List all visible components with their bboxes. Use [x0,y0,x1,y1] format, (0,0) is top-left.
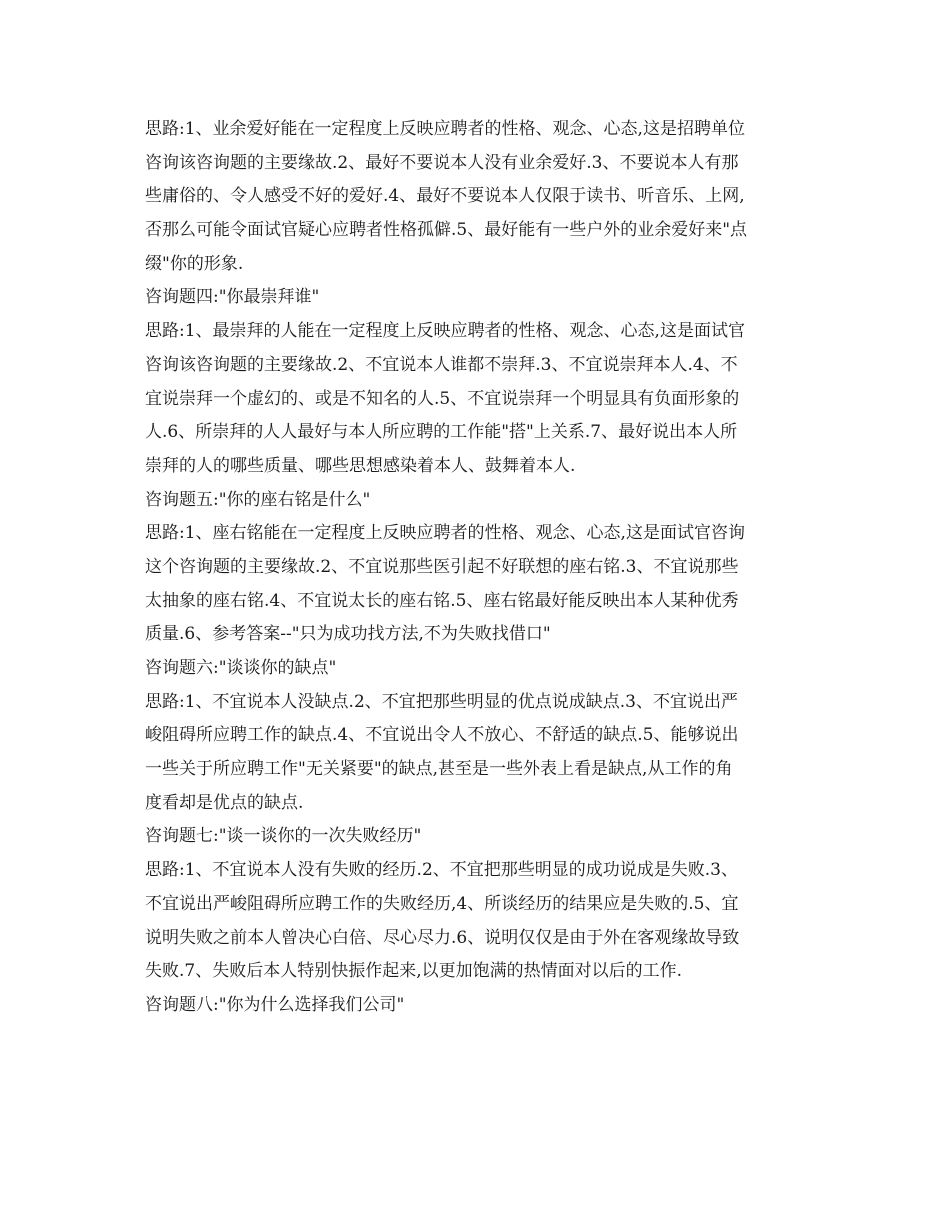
text-line: 咨询题八:"你为什么选择我们公司" [145,994,405,1015]
text-line: 些庸俗的、令人感受不好的爱好.4、最好不要说本人仅限于读书、听音乐、上网, [145,186,745,207]
thought-paragraph [145,517,810,652]
question-heading [145,989,810,1023]
text-line: 思路:1、不宜说本人没缺点.2、不宜把那些明显的优点说成缺点.3、不宜说出严 [145,691,738,712]
text-line: 缀"你的形象. [145,253,244,274]
text-line: 太抽象的座右铭.4、不宜说太长的座右铭.5、座右铭最好能反映出本人某种优秀 [145,590,739,611]
question-heading [145,652,810,686]
thought-paragraph [145,686,810,821]
text-line: 咨询该咨询题的主要缘故.2、不宜说本人谁都不崇拜.3、不宜说崇拜本人.4、不 [145,354,738,375]
text-line: 质量.6、参考答案--"只为成功找方法,不为失败找借口" [145,624,551,645]
thought-paragraph [145,854,810,989]
text-line: 宜说崇拜一个虚幻的、或是不知名的人.5、不宜说崇拜一个明显具有负面形象的 [145,388,740,409]
question-heading [145,484,810,518]
text-line: 咨询题五:"你的座右铭是什么" [145,489,371,510]
text-line: 一些关于所应聘工作"无关紧要"的缺点,甚至是一些外表上看是缺点,从工作的角 [145,759,733,780]
text-line: 崇拜的人的哪些质量、哪些思想感染着本人、鼓舞着本人. [145,455,576,476]
text-line: 咨询题六:"谈谈你的缺点" [145,658,337,678]
text-line: 咨询题七:"谈一谈你的一次失败经历" [145,826,422,847]
text-line: 思路:1、最崇拜的人能在一定程度上反映应聘者的性格、观念、心态,这是面试官 [145,321,745,342]
text-line: 这个咨询题的主要缘故.2、不宜说那些医引起不好联想的座右铭.3、不宜说那些 [145,556,739,577]
thought-paragraph [145,113,810,281]
text-line: 咨询该咨询题的主要缘故.2、最好不要说本人没有业余爱好.3、不要说本人有那 [145,152,739,173]
text-line: 思路:1、业余爱好能在一定程度上反映应聘者的性格、观念、心态,这是招聘单位 [145,119,745,139]
text-line: 峻阻碍所应聘工作的缺点.4、不宜说出令人不放心、不舒适的缺点.5、能够说出 [145,725,739,746]
text-line: 否那么可能令面试官疑心应聘者性格孤僻.5、最好能有一些户外的业余爱好来"点 [145,220,748,241]
text-line: 失败.7、失败后本人特别快振作起来,以更加饱满的热情面对以后的工作. [145,961,683,982]
question-heading [145,820,810,854]
text-line: 人.6、所崇拜的人人最好与本人所应聘的工作能"搭"上关系.7、最好说出本人所 [145,422,738,443]
document-body [145,113,810,1023]
text-line: 不宜说出严峻阻碍所应聘工作的失败经历,4、所谈经历的结果应是失败的.5、宜 [145,893,739,914]
text-line: 咨询题四:"你最崇拜谁" [145,287,320,308]
text-line: 说明失败之前本人曾决心白倍、尽心尽力.6、说明仅仅是由于外在客观缘故导致 [145,927,740,948]
text-line: 思路:1、座右铭能在一定程度上反映应聘者的性格、观念、心态,这是面试官咨询 [145,523,745,544]
text-line: 思路:1、不宜说本人没有失败的经历.2、不宜把那些明显的成功说成是失败.3、 [145,860,738,881]
thought-paragraph [145,315,810,483]
text-line: 度看却是优点的缺点. [145,792,304,813]
question-heading [145,281,810,315]
